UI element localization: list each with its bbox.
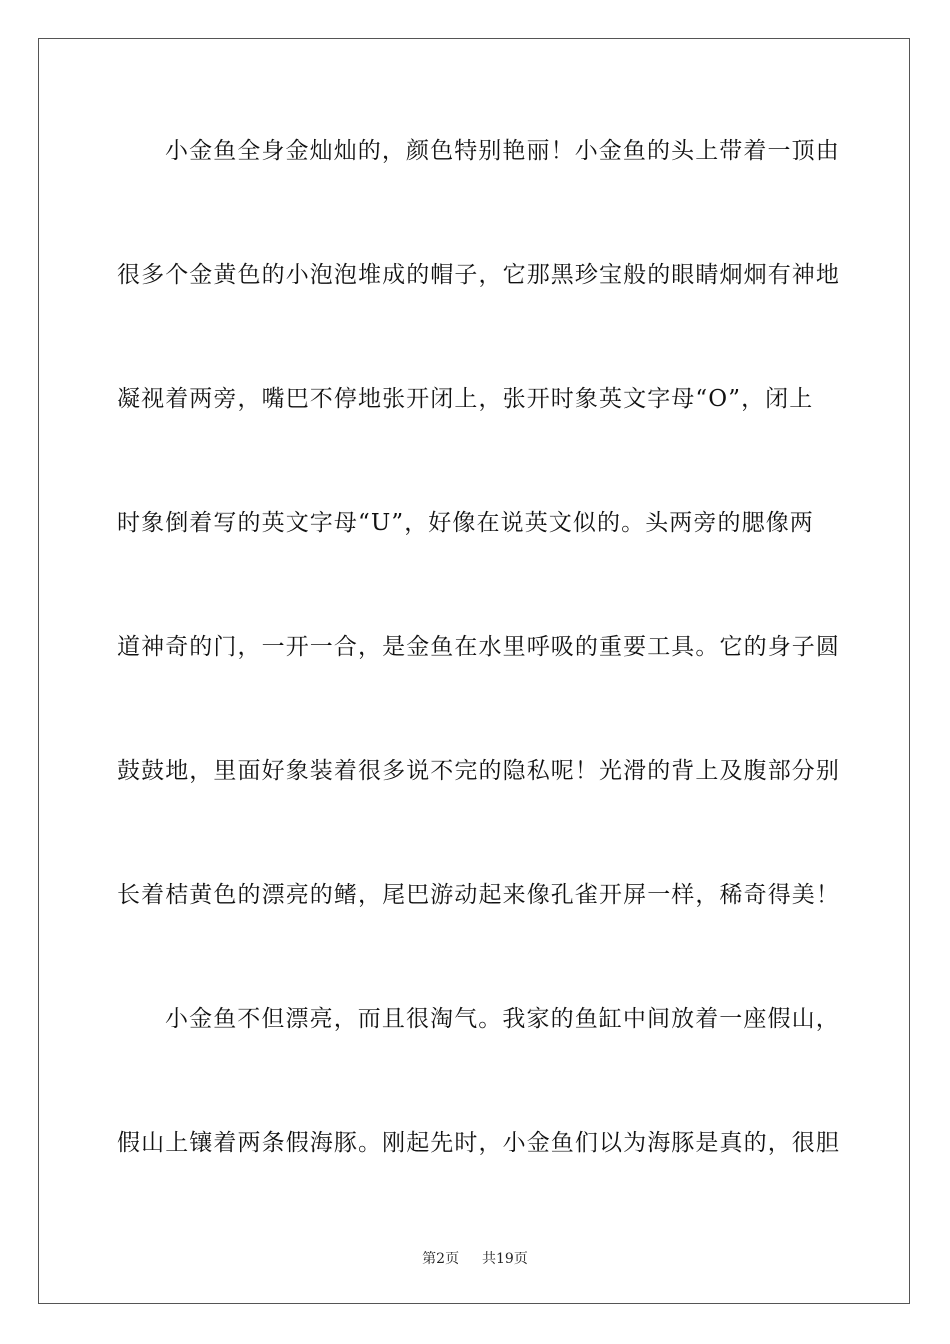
paragraph-1-line-2: 很多个金黄色的小泡泡堆成的帽子，它那黑珍宝般的眼睛炯炯有神地 <box>117 262 840 288</box>
paragraph-1-line-3: 凝视着两旁，嘴巴不停地张开闭上，张开时象英文字母“O”，闭上 <box>117 386 814 412</box>
paragraph-1-line-5: 道神奇的门，一开一合，是金鱼在水里呼吸的重要工具。它的身子圆 <box>117 634 840 660</box>
page-number: 第2页 <box>422 1251 460 1267</box>
paragraph-2-line-2: 假山上镶着两条假海豚。刚起先时，小金鱼们以为海豚是真的，很胆 <box>117 1130 840 1156</box>
page-border <box>38 38 910 1304</box>
paragraph-1-line-4: 时象倒着写的英文字母“U”，好像在说英文似的。头两旁的腮像两 <box>117 510 814 536</box>
paragraph-1-line-6: 鼓鼓地，里面好象装着很多说不完的隐私呢！光滑的背上及腹部分别 <box>117 758 840 784</box>
paragraph-1-line-1: 小金鱼全身金灿灿的，颜色特别艳丽！小金鱼的头上带着一顶由 <box>165 138 840 164</box>
paragraph-1-line-7: 长着桔黄色的漂亮的鳍，尾巴游动起来像孔雀开屏一样，稀奇得美！ <box>117 882 840 908</box>
page-footer <box>0 1248 950 1268</box>
page-total: 共19页 <box>482 1251 528 1267</box>
paragraph-2-line-1: 小金鱼不但漂亮，而且很淘气。我家的鱼缸中间放着一座假山， <box>165 1006 840 1032</box>
